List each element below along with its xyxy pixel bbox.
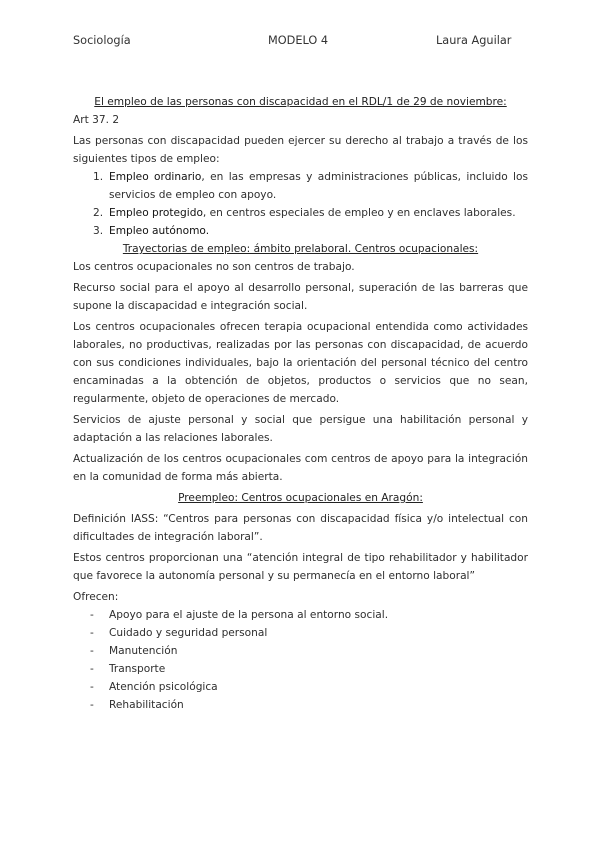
dash-bullet: - xyxy=(90,627,94,639)
section-title-empleo: El empleo de las personas con discapacidad en el RDL/1 de 29 de noviembre: xyxy=(94,96,507,108)
employment-types-list xyxy=(73,168,528,240)
header-model: MODELO 4 xyxy=(268,34,329,47)
offer-text: Atención psicológica xyxy=(109,681,218,693)
paragraph: Los centros ocupacionales no son centros de trabajo. xyxy=(73,261,355,273)
list-item xyxy=(73,624,528,642)
section-title-trayectorias: Trayectorias de empleo: ámbito prelaboral. Centros ocupacionales: xyxy=(122,243,479,255)
offer-text: Manutención xyxy=(109,645,178,657)
article-reference: Art 37. 2 xyxy=(73,114,120,126)
list-item xyxy=(73,696,528,714)
paragraph: Servicios de ajuste personal y social que persigue una habilitación personal y adaptación a las relaciones laborales. xyxy=(73,414,528,444)
list-item xyxy=(93,222,528,240)
list-item xyxy=(93,204,528,222)
list-number: 1. xyxy=(93,171,104,183)
offer-text: Cuidado y seguridad personal xyxy=(109,627,268,639)
document-body xyxy=(73,93,528,714)
offer-text: Rehabilitación xyxy=(109,699,184,711)
item-bold-term: Empleo protegido xyxy=(109,207,203,219)
list-item xyxy=(73,678,528,696)
paragraph: Definición IASS: “Centros para personas con discapacidad física y/o intelectual con dificultades de integración laboral”. xyxy=(73,513,528,543)
dash-bullet: - xyxy=(90,609,94,621)
paragraph: Estos centros proporcionan una “atención integral de tipo rehabilitador y habilitador que favorece la autonomía personal y su permanecía en el entorno laboral” xyxy=(73,552,528,582)
item-bold-term: Empleo autónomo. xyxy=(109,225,210,237)
list-number: 3. xyxy=(93,225,104,237)
list-item xyxy=(73,660,528,678)
item-bold-term: Empleo ordinario xyxy=(109,171,202,183)
intro-paragraph: Las personas con discapacidad pueden ejercer su derecho al trabajo a través de los siguientes tipos de empleo: xyxy=(73,135,528,165)
paragraph: Actualización de los centros ocupacionales com centros de apoyo para la integración en la comunidad de forma más abierta. xyxy=(73,453,528,483)
list-item xyxy=(93,168,528,204)
dash-bullet: - xyxy=(90,645,94,657)
item-description: , en centros especiales de empleo y en enclaves laborales. xyxy=(202,207,516,219)
dash-bullet: - xyxy=(90,699,94,711)
list-item xyxy=(73,642,528,660)
dash-bullet: - xyxy=(90,681,94,693)
offer-text: Apoyo para el ajuste de la persona al entorno social. xyxy=(109,609,389,621)
offers-list xyxy=(73,606,528,714)
offer-text: Transporte xyxy=(109,663,166,675)
header-author: Laura Aguilar xyxy=(436,34,512,47)
header-subject: Sociología xyxy=(73,34,131,47)
list-item xyxy=(73,606,528,624)
offers-label: Ofrecen: xyxy=(73,591,119,603)
dash-bullet: - xyxy=(90,663,94,675)
section-title-preempleo: Preempleo: Centros ocupacionales en Aragón: xyxy=(178,492,423,504)
paragraph: Los centros ocupacionales ofrecen terapia ocupacional entendida como actividades laborales, no productivas, realizadas por las personas con discapacidad, de acuerdo con sus condiciones individuales, bajo la orientación del personal técnico del centro encaminadas a la obtención de objetos, productos o servicios que no sean, regularmente, objeto de operaciones de mercado. xyxy=(73,321,528,405)
item-description: , en las empresas y administraciones públicas, incluido los servicios de empleo con apoyo. xyxy=(109,171,528,201)
list-number: 2. xyxy=(93,207,104,219)
paragraph: Recurso social para el apoyo al desarrollo personal, superación de las barreras que supone la discapacidad e integración social. xyxy=(73,282,528,312)
